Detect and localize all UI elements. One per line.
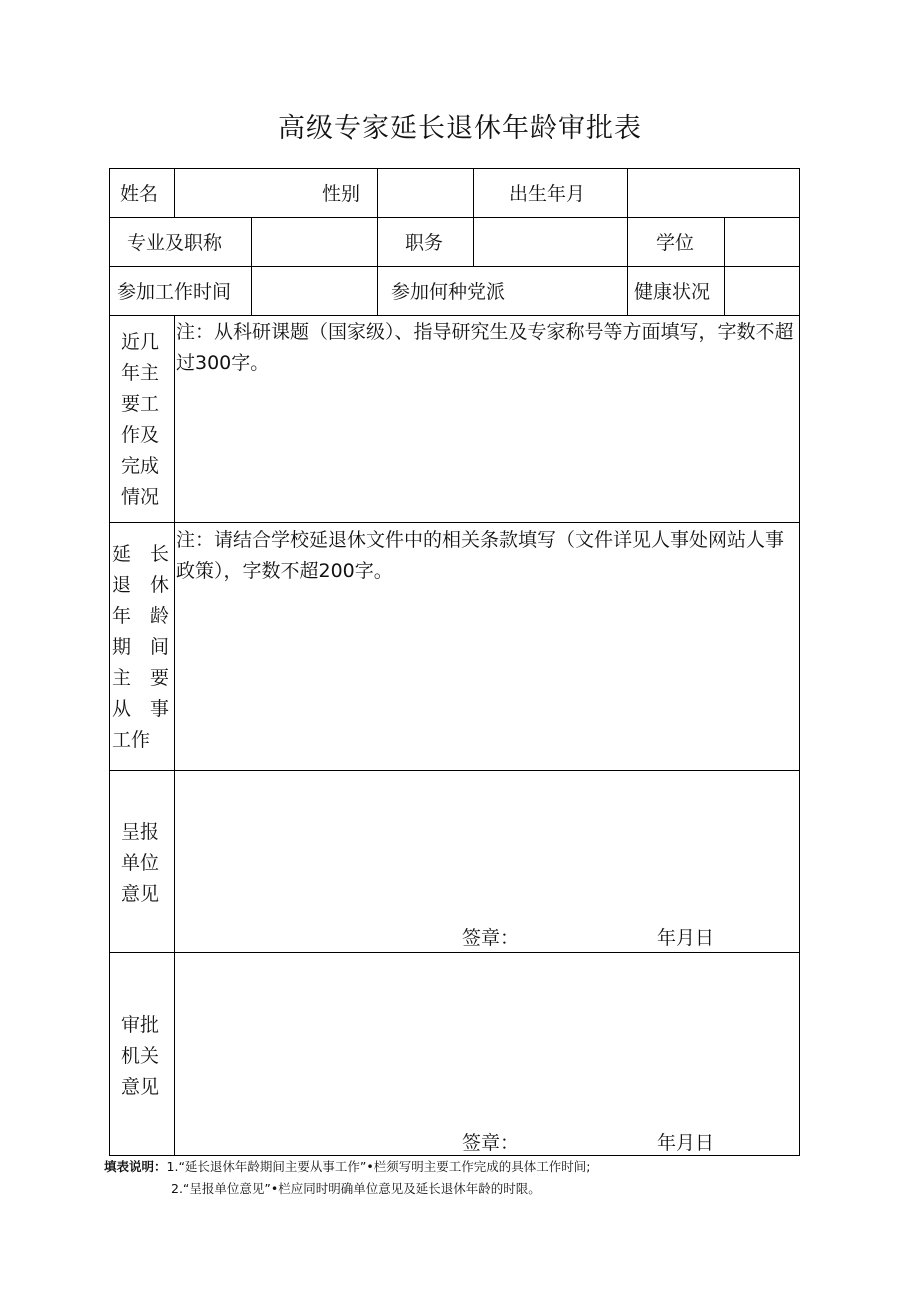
label-duty: 职务 [405, 232, 444, 254]
date-label: 年月日 [657, 1132, 715, 1154]
instructions-line-2: 2.“呈报单位意见”•栏应同时明确单位意见及延长退休年龄的时限。 [171, 1181, 541, 1196]
col-divider [174, 315, 175, 1155]
signature-label: 签章： [462, 1132, 520, 1154]
label-line: 审批 [121, 1014, 160, 1036]
label-line: 单位 [121, 852, 160, 874]
label-extended-work [112, 539, 174, 756]
col-divider [251, 266, 252, 315]
form-title: 高级专家延长退休年龄审批表 [278, 113, 642, 144]
row-divider [110, 217, 799, 218]
col-divider [377, 266, 378, 315]
row-divider [110, 522, 799, 523]
label-line: 主 要 [112, 667, 170, 689]
label-line: 退 休 [112, 574, 170, 596]
label-degree: 学位 [656, 232, 695, 254]
label-line: 年 龄 [112, 605, 170, 627]
instructions-item: 1.“延长退休年龄期间主要从事工作”•栏须写明主要工作完成的具体工作时间; [166, 1159, 591, 1174]
label-birth-date: 出生年月 [509, 183, 586, 205]
label-line: 机关 [121, 1045, 160, 1067]
row-divider [110, 315, 799, 316]
label-recent-work [121, 327, 167, 513]
col-divider [473, 169, 474, 217]
label-line: 意见 [121, 883, 160, 905]
approval-form-table [109, 168, 800, 1156]
row-divider [110, 770, 799, 771]
label-gender: 性别 [322, 183, 361, 205]
col-divider [724, 266, 725, 315]
signature-label: 签章： [462, 927, 520, 949]
label-line: 工作 [112, 729, 151, 751]
date-label: 年月日 [657, 927, 715, 949]
label-line: 意见 [121, 1076, 160, 1098]
label-line: 要工 [121, 393, 160, 415]
label-reporting-unit-opinion [121, 817, 167, 910]
label-line: 期 间 [112, 636, 170, 658]
col-divider [174, 169, 175, 217]
col-divider [377, 217, 378, 266]
label-line: 作及 [121, 424, 160, 446]
label-line: 近几 [121, 331, 160, 353]
label-name: 姓名 [120, 183, 159, 205]
col-divider [627, 266, 628, 315]
instructions-line-1 [104, 1159, 590, 1175]
label-line: 情况 [121, 486, 160, 508]
note-recent-work: 注：从科研课题（国家级）、指导研究生及专家称号等方面填写，字数不超过300字。 [176, 321, 794, 374]
label-approving-authority-opinion [121, 1010, 167, 1103]
label-line: 完成 [121, 455, 160, 477]
label-party: 参加何种党派 [391, 281, 506, 303]
instructions-lead: 填表说明： [104, 1159, 167, 1174]
note-extended-work: 注：请结合学校延退休文件中的相关条款填写（文件详见人事处网站人事政策），字数不超200字。 [176, 529, 785, 582]
col-divider [627, 217, 628, 266]
col-divider [251, 217, 252, 266]
label-line: 延 长 [112, 543, 170, 565]
col-divider [377, 169, 378, 217]
label-line: 年主 [121, 362, 160, 384]
label-health: 健康状况 [634, 281, 711, 303]
label-work-start-time: 参加工作时间 [117, 281, 232, 303]
label-line: 从 事 [112, 698, 170, 720]
label-major-title: 专业及职称 [127, 232, 223, 254]
col-divider [627, 169, 628, 217]
row-divider [110, 952, 799, 953]
label-line: 呈报 [121, 821, 160, 843]
row-divider [110, 266, 799, 267]
col-divider [724, 217, 725, 266]
col-divider [473, 217, 474, 266]
